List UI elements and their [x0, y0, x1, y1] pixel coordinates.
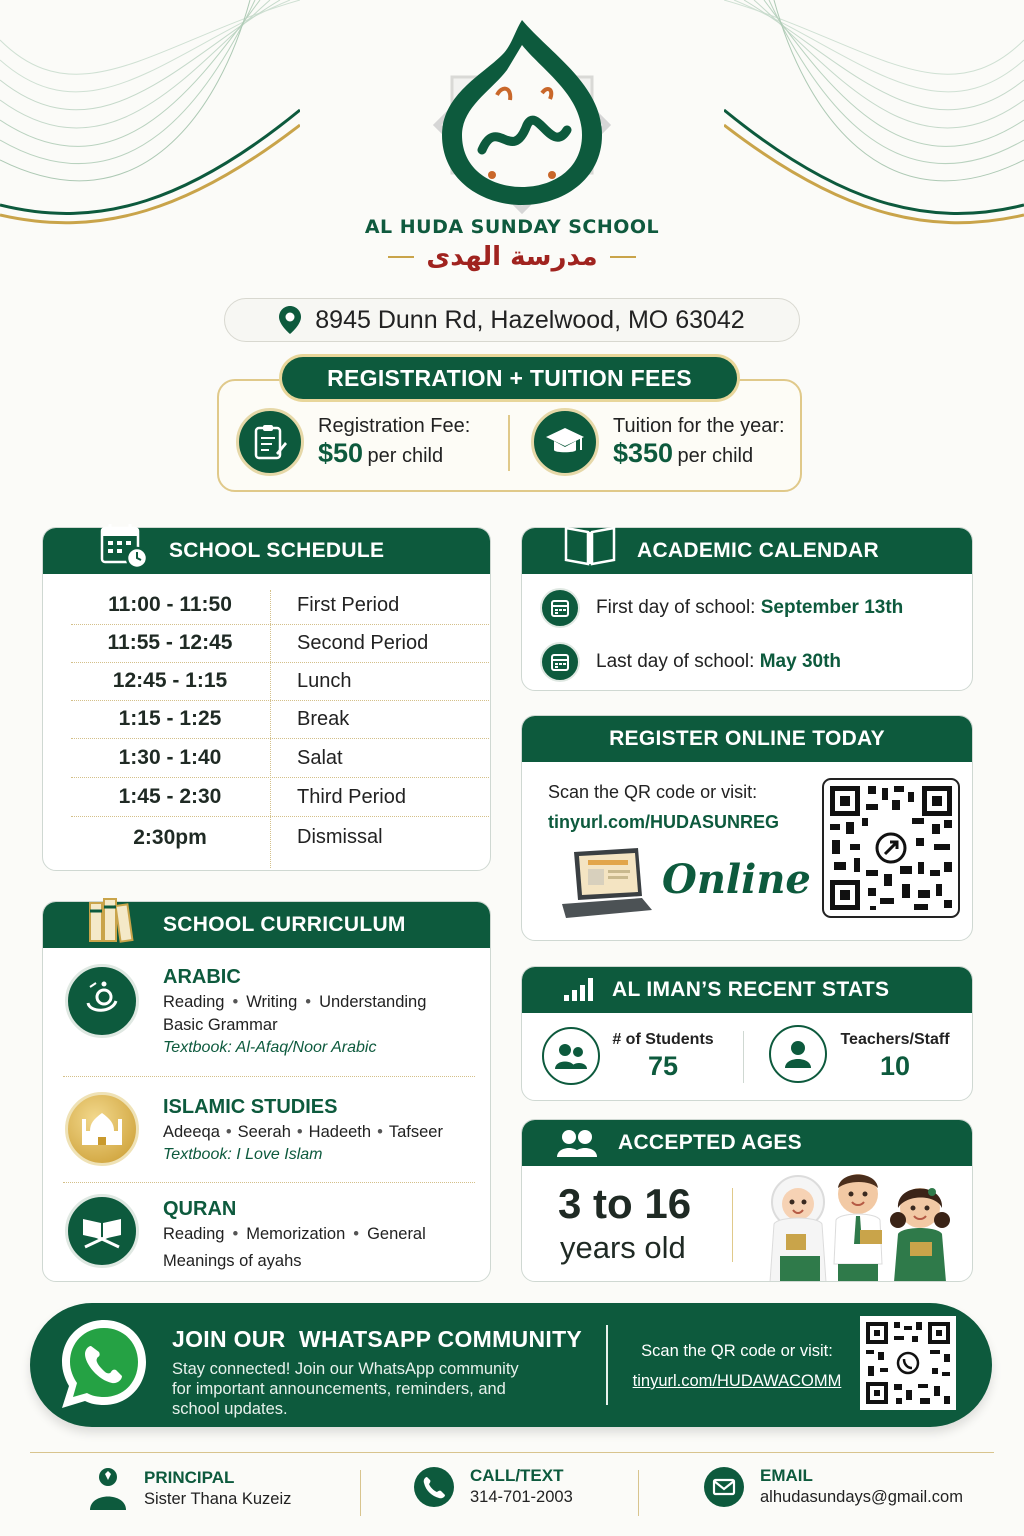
- register-online-card: [521, 715, 973, 941]
- quran-icon: [65, 1194, 139, 1268]
- first-day-row: [540, 588, 903, 628]
- schedule-time: 1:30 - 1:40: [118, 746, 222, 769]
- last-day-date: May 30th: [759, 651, 842, 672]
- schedule-time: 11:55 - 12:45: [107, 631, 233, 654]
- calendar-clock-icon: [100, 522, 150, 570]
- footer-separator: [638, 1470, 639, 1516]
- arabic-topic: Writing: [246, 993, 298, 1011]
- quran-topic: Reading: [163, 1225, 225, 1243]
- register-scan-text: Scan the QR code or visit:: [548, 782, 758, 802]
- schedule-activity: First Period: [297, 593, 400, 616]
- fees-title: REGISTRATION + TUITION FEES: [282, 357, 737, 399]
- school-name: AL HUDA SUNDAY SCHOOL: [364, 216, 660, 238]
- call-number[interactable]: 314-701-2003: [470, 1488, 573, 1506]
- tuition-fee-label: Tuition for the year:: [613, 415, 785, 437]
- footer-divider: [30, 1452, 994, 1453]
- schedule-card: [42, 527, 491, 871]
- staff-stat: [769, 1025, 827, 1083]
- students-label: # of Students: [612, 1031, 714, 1048]
- ages-divider: [732, 1188, 733, 1262]
- quran-topic: Memorization: [246, 1225, 346, 1243]
- laptop-icon: [552, 846, 656, 926]
- arabic-topics: Reading • Writing • Understanding: [163, 993, 427, 1011]
- quran-meanings: Meanings of ayahs: [163, 1252, 302, 1270]
- arabic-subject: [163, 966, 426, 1057]
- quran-subject: [163, 1198, 426, 1271]
- online-script-text: Online: [662, 856, 811, 903]
- stats-divider: [743, 1031, 744, 1083]
- quran-topic: General: [367, 1225, 426, 1243]
- decorative-waves-left: [0, 0, 300, 250]
- call-title: CALL/TEXT: [470, 1466, 564, 1485]
- islamic-topic: Seerah: [237, 1123, 291, 1141]
- staff-value: 10: [879, 1051, 911, 1081]
- address-pill: [224, 298, 800, 342]
- arabic-textbook: Textbook: Al-Afaq/Noor Arabic: [163, 1039, 377, 1056]
- islamic-topic: Adeeqa: [163, 1123, 220, 1141]
- schedule-activity: Third Period: [297, 785, 406, 808]
- email-icon: [704, 1467, 744, 1507]
- register-title: REGISTER ONLINE TODAY: [609, 727, 885, 750]
- teacher-icon: [769, 1025, 827, 1083]
- calendar-icon: [540, 642, 580, 682]
- schedule-row: [71, 739, 491, 778]
- open-book-icon: [562, 522, 618, 566]
- ages-title: ACCEPTED AGES: [618, 1131, 802, 1154]
- bar-chart-icon: [562, 975, 598, 1003]
- ages-unit: years old: [560, 1230, 686, 1265]
- divider-left: [388, 256, 414, 258]
- last-day-label: Last day of school:: [596, 651, 755, 672]
- curriculum-separator: [63, 1076, 475, 1077]
- email-address[interactable]: alhudasundays@gmail.com: [760, 1488, 963, 1506]
- islamic-studies-topics: Adeeqa • Seerah • Hadeeth • Tafseer: [163, 1123, 443, 1141]
- footer-email[interactable]: [704, 1466, 963, 1507]
- schedule-row: [71, 586, 491, 625]
- islamic-studies-title: ISLAMIC STUDIES: [163, 1096, 338, 1118]
- schedule-activity: Salat: [297, 746, 343, 769]
- islamic-topic: Hadeeth: [308, 1123, 372, 1141]
- islamic-studies-subject: [163, 1096, 443, 1164]
- students-illustration: [748, 1164, 968, 1282]
- fees-divider: [508, 415, 510, 471]
- arabic-school-name: مدرسة الهدى: [426, 242, 598, 272]
- tuition-fee-amount: $350: [613, 438, 674, 468]
- schedule-time: 12:45 - 1:15: [112, 669, 228, 692]
- phone-icon: [414, 1467, 454, 1507]
- stats-title: AL IMAN’S RECENT STATS: [612, 978, 890, 1001]
- last-day-row: [540, 642, 841, 682]
- people-group-icon: [556, 1128, 598, 1158]
- register-qr-code[interactable]: [822, 778, 960, 918]
- first-day-date: September 13th: [760, 597, 904, 618]
- register-header: [522, 716, 972, 762]
- schedule-row: [71, 778, 491, 817]
- registration-fee-label: Registration Fee:: [318, 415, 471, 437]
- registration-fee-amount: $50: [318, 438, 364, 468]
- arabic-topic: Understanding: [319, 993, 427, 1011]
- arabic-topic: Reading: [163, 993, 225, 1011]
- staff-stat-text: [835, 1031, 955, 1082]
- schedule-row: [71, 818, 491, 857]
- arabic-name-row: [0, 240, 1024, 274]
- students-stat: [542, 1027, 600, 1085]
- email-title: EMAIL: [760, 1466, 813, 1485]
- whatsapp-icon[interactable]: [54, 1314, 154, 1414]
- whatsapp-divider: [606, 1325, 608, 1405]
- quran-topics: Reading • Memorization • General: [163, 1225, 426, 1243]
- footer-principal: [88, 1466, 291, 1510]
- curriculum-card: [42, 901, 491, 1282]
- address-text: 8945 Dunn Rd, Hazelwood, MO 63042: [315, 305, 745, 334]
- graduation-cap-icon: [531, 408, 599, 476]
- arabic-subject-icon: [65, 964, 139, 1038]
- arabic-grammar: Basic Grammar: [163, 1016, 278, 1034]
- whatsapp-description: Stay connected! Join our WhatsApp community for important announcements, reminders, and school updates.: [172, 1360, 519, 1418]
- ages-range: 3 to 16: [558, 1180, 692, 1227]
- footer-separator: [360, 1470, 361, 1516]
- whatsapp-text: [172, 1326, 582, 1419]
- registration-fee-per: per child: [367, 445, 444, 467]
- decorative-waves-right: [724, 0, 1024, 250]
- divider-right: [610, 256, 636, 258]
- curriculum-separator: [63, 1182, 475, 1183]
- schedule-title: SCHOOL SCHEDULE: [169, 539, 385, 562]
- clipboard-icon: [236, 408, 304, 476]
- schedule-activity: Second Period: [297, 631, 429, 654]
- islamic-topic: Tafseer: [388, 1123, 443, 1141]
- schedule-row: [71, 662, 491, 701]
- schedule-time: 2:30pm: [133, 825, 207, 849]
- first-day-label: First day of school:: [596, 597, 756, 618]
- schedule-row: [71, 624, 491, 663]
- tuition-fee: [531, 408, 785, 476]
- curriculum-title: SCHOOL CURRICULUM: [163, 913, 406, 936]
- tuition-fee-per: per child: [677, 445, 754, 467]
- schedule-activity: Dismissal: [297, 826, 383, 848]
- principal-name: Sister Thana Kuzeiz: [144, 1489, 292, 1508]
- whatsapp-qr-code[interactable]: [860, 1316, 956, 1410]
- schedule-row: [71, 700, 491, 739]
- staff-label: Teachers/Staff: [840, 1031, 950, 1048]
- islamic-studies-icon: [65, 1092, 139, 1166]
- schedule-time: 1:45 - 2:30: [118, 785, 222, 808]
- quran-title: QURAN: [163, 1198, 237, 1220]
- whatsapp-scan-text: Scan the QR code or visit:: [641, 1342, 833, 1360]
- calendar-title: ACADEMIC CALENDAR: [637, 539, 879, 562]
- principal-title: PRINCIPAL: [144, 1467, 235, 1487]
- schedule-time: 11:00 - 11:50: [108, 593, 232, 616]
- schedule-activity: Lunch: [297, 669, 352, 692]
- footer-call[interactable]: [414, 1466, 573, 1507]
- students-value: 75: [647, 1051, 679, 1081]
- registration-fee: [236, 408, 470, 476]
- location-pin-icon: [279, 306, 301, 334]
- books-icon: [86, 895, 142, 945]
- calendar-icon: [540, 588, 580, 628]
- schedule-time: 1:15 - 1:25: [118, 707, 222, 730]
- principal-person-icon: [88, 1466, 128, 1510]
- schedule-activity: Break: [297, 707, 350, 730]
- islamic-studies-textbook: Textbook: I Love Islam: [163, 1146, 323, 1163]
- students-icon: [542, 1027, 600, 1085]
- students-stat-text: [608, 1031, 718, 1082]
- whatsapp-url[interactable]: tinyurl.com/HUDAWACOMM: [632, 1372, 842, 1390]
- arabic-title: ARABIC: [163, 966, 241, 988]
- whatsapp-title: JOIN OUR WHATSAPP COMMUNITY: [172, 1326, 583, 1352]
- school-logo: [402, 15, 642, 220]
- register-url[interactable]: tinyurl.com/HUDASUNREG: [548, 812, 780, 832]
